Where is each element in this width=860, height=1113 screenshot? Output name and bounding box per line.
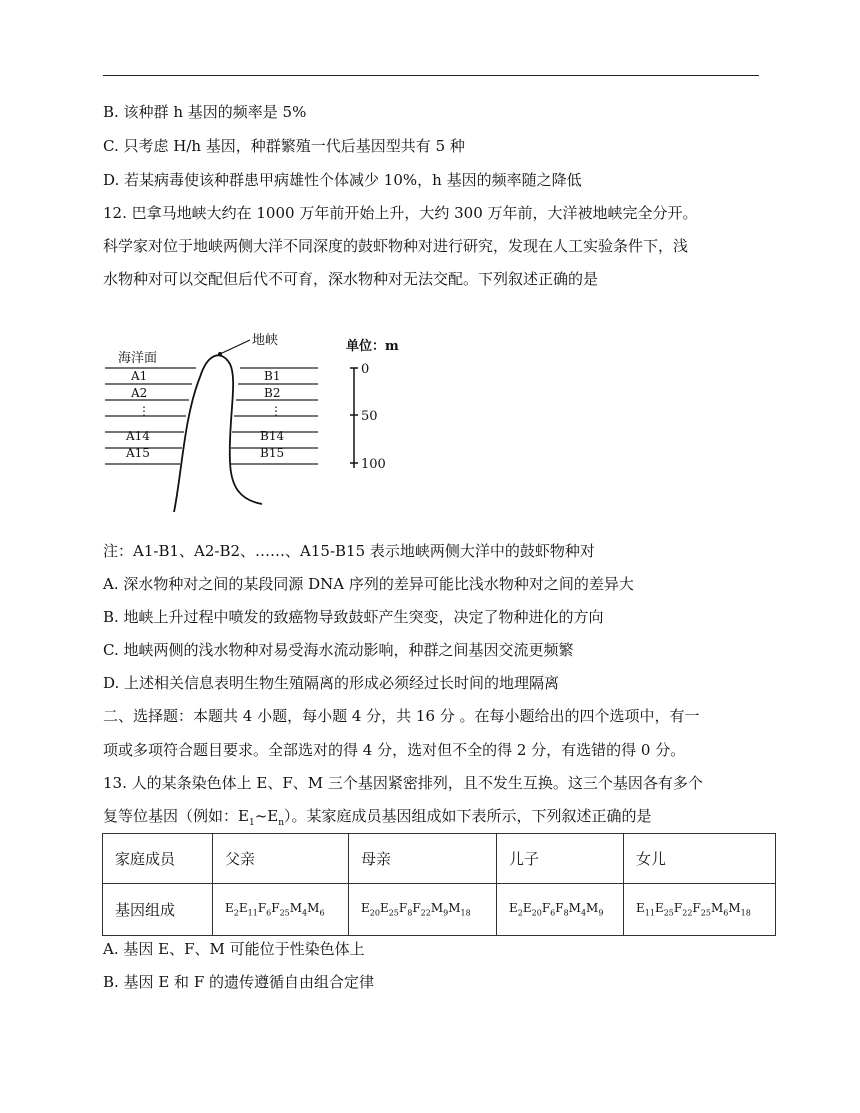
scale-tick-50: 50 — [361, 409, 378, 424]
label-b1: B1 — [264, 369, 281, 383]
header-son: 儿子 — [497, 834, 624, 884]
q12-stem-line-1: 12. 巴拿马地峡大约在 1000 万年前开始上升，大约 300 万年前，大洋被地峡完全分开。 — [103, 204, 698, 222]
q13-stem-sub-n: n — [278, 818, 285, 828]
allele-index: 6 — [550, 908, 556, 918]
allele-letter: F — [412, 901, 421, 916]
allele-letter: M — [430, 901, 444, 916]
allele-letter: E — [509, 901, 518, 916]
label-unit: 单位：m — [346, 339, 399, 354]
header-daughter: 女儿 — [624, 834, 776, 884]
allele-index: 9 — [598, 908, 604, 918]
q13-option-b: B. 基因 E 和 F 的遗传遵循自由组合定律 — [103, 973, 374, 991]
allele-letter: F — [271, 901, 280, 916]
q12-option-c: C. 地峡两侧的浅水物种对易受海水流动影响，种群之间基因交流更频繁 — [103, 641, 574, 659]
allele-index: 8 — [407, 908, 413, 918]
label-sea-surface: 海洋面 — [118, 351, 158, 366]
q12-option-b: B. 地峡上升过程中喷发的致癌物导致鼓虾产生突变，决定了物种进化的方向 — [103, 608, 604, 626]
label-a-ellipsis: ⋮ — [138, 404, 150, 418]
q12-figure-note: 注：A1-B1、A2-B2、……、A15-B15 表示地峡两侧大洋中的鼓虾物种对 — [103, 542, 595, 560]
allele-index: 6 — [723, 908, 729, 918]
scale-tick-0: 0 — [361, 362, 370, 377]
q13-stem-post: ）。某家庭成员基因组成如下表所示，下列叙述正确的是 — [284, 807, 652, 825]
allele-letter: M — [289, 901, 303, 916]
q11-option-b: B. 该种群 h 基因的频率是 5% — [103, 103, 307, 121]
allele-index: 25 — [663, 908, 674, 918]
label-a14: A14 — [126, 429, 150, 443]
allele-letter: E — [379, 901, 389, 916]
header-mother: 母亲 — [349, 834, 497, 884]
allele-index: 9 — [443, 908, 449, 918]
genotype-mother — [349, 884, 497, 936]
allele-letter: E — [225, 901, 234, 916]
genotype-daughter — [624, 884, 776, 936]
allele-index: 25 — [388, 908, 399, 918]
header-father: 父亲 — [213, 834, 349, 884]
q12-option-a: A. 深水物种对之间的某段同源 DNA 序列的差异可能比浅水物种对之间的差异大 — [103, 575, 634, 593]
label-a2: A2 — [131, 386, 148, 400]
allele-letter: E — [522, 901, 532, 916]
allele-letter: E — [654, 901, 664, 916]
label-b2: B2 — [264, 386, 281, 400]
allele-letter: M — [728, 901, 741, 916]
label-b-ellipsis: ⋮ — [270, 404, 282, 418]
genotype-father — [213, 884, 349, 936]
allele-letter: F — [555, 901, 564, 916]
label-a15: A15 — [126, 446, 150, 460]
header-rule — [103, 75, 759, 76]
scale-tick-100: 100 — [361, 457, 386, 472]
allele-letter: M — [448, 901, 461, 916]
allele-index: 8 — [563, 908, 569, 918]
label-b15: B15 — [260, 446, 285, 460]
section-2-heading-line-2: 项或多项符合题目要求。全部选对的得 4 分，选对但不全的得 2 分，有选错的得 0 分。 — [103, 741, 686, 759]
allele-letter: M — [307, 901, 320, 916]
isthmus-figure — [100, 322, 400, 512]
allele-letter: F — [673, 901, 683, 916]
allele-index: 18 — [460, 908, 471, 918]
allele-index: 6 — [266, 908, 272, 918]
allele-index: 22 — [420, 908, 431, 918]
allele-letter: F — [541, 901, 551, 916]
allele-index: 2 — [233, 908, 239, 918]
section-2-heading-line-1: 二、选择题：本题共 4 小题，每小题 4 分，共 16 分 。在每小题给出的四个选项中，有一 — [103, 707, 700, 725]
allele-index: 11 — [247, 908, 258, 918]
q13-stem-line-2 — [103, 806, 652, 833]
allele-letter: M — [586, 901, 599, 916]
allele-index: 4 — [302, 908, 308, 918]
allele-index: 25 — [700, 908, 711, 918]
q13-stem-line-1: 13. 人的某条染色体上 E、F、M 三个基因紧密排列，且不发生互换。这三个基因各有多个 — [103, 774, 703, 792]
allele-index: 6 — [319, 908, 325, 918]
table-row — [103, 884, 776, 936]
allele-letter: E — [636, 901, 645, 916]
allele-letter: F — [692, 901, 701, 916]
allele-index: 18 — [740, 908, 751, 918]
q12-option-d: D. 上述相关信息表明生物生殖隔离的形成必须经过长时间的地理隔离 — [103, 674, 560, 692]
allele-letter: F — [398, 901, 408, 916]
allele-index: 20 — [369, 908, 380, 918]
allele-index: 25 — [279, 908, 290, 918]
table-header-row — [103, 834, 776, 884]
allele-letter: F — [257, 901, 267, 916]
allele-index: 11 — [644, 908, 655, 918]
isthmus-outline — [174, 355, 262, 512]
q11-option-c: C. 只考虑 H/h 基因，种群繁殖一代后基因型共有 5 种 — [103, 137, 465, 155]
label-a1: A1 — [131, 369, 148, 383]
allele-letter: M — [710, 901, 724, 916]
q13-option-a: A. 基因 E、F、M 可能位于性染色体上 — [103, 940, 365, 958]
q11-option-d: D. 若某病毒使该种群患甲病雄性个体减少 10%，h 基因的频率随之降低 — [103, 171, 582, 189]
header-family-member: 家庭成员 — [103, 834, 213, 884]
q13-stem-tilde: ~E — [254, 807, 279, 825]
row-label-genotype: 基因组成 — [103, 884, 213, 936]
allele-index: 4 — [580, 908, 587, 918]
q13-stem-sub-1: 1 — [248, 818, 255, 828]
family-genotype-table — [102, 833, 776, 936]
q12-stem-line-3: 水物种对可以交配但后代不可育，深水物种对无法交配。下列叙述正确的是 — [103, 270, 599, 288]
q12-stem-line-2: 科学家对位于地峡两侧大洋不同深度的鼓虾物种对进行研究，发现在人工实验条件下，浅 — [103, 237, 689, 255]
allele-letter: M — [568, 901, 581, 916]
label-b14: B14 — [260, 429, 285, 443]
q13-stem-pre: 复等位基因（例如：E — [103, 807, 249, 825]
allele-index: 20 — [531, 908, 542, 918]
allele-letter: E — [238, 901, 248, 916]
allele-index: 22 — [682, 908, 693, 918]
allele-index: 2 — [517, 908, 523, 918]
allele-letter: E — [361, 901, 370, 916]
label-isthmus: 地峡 — [252, 333, 279, 348]
genotype-son — [497, 884, 624, 936]
